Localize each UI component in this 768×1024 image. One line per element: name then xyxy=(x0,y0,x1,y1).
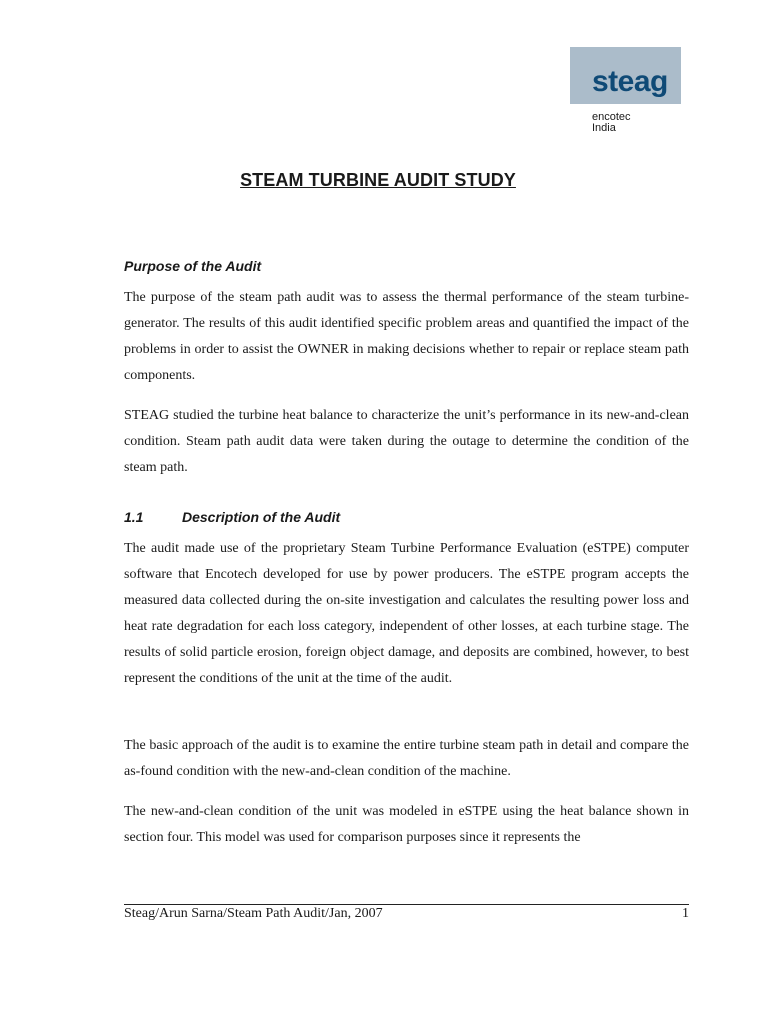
logo-subtitle-line2: India xyxy=(592,122,616,134)
section-title: Description of the Audit xyxy=(182,509,341,525)
logo-wordmark: steag xyxy=(592,65,668,98)
purpose-heading: Purpose of the Audit xyxy=(124,258,262,274)
page-number: 1 xyxy=(682,906,689,921)
footer-text: Steag/Arun Sarna/Steam Path Audit/Jan, 2007 xyxy=(124,906,383,921)
logo-subtitle xyxy=(592,112,631,134)
description-paragraph-2: The basic approach of the audit is to examine the entire turbine steam path in detail and compare the as-found condition with the new-and-clean condition of the machine. xyxy=(124,738,689,779)
company-logo xyxy=(570,47,694,147)
description-paragraph-1: The audit made use of the proprietary Steam Turbine Performance Evaluation (eSTPE) computer software that Encotech developed for use by power producers. The eSTPE program accepts the measured data collected during the on-site investigation and calculates the resulting power loss and heat rate degradation for each loss category, independent of other losses, at each turbine stage. The results of solid particle erosion, foreign object damage, and deposits are combined, however, to best represent the conditions of the unit at the time of the audit. xyxy=(124,541,689,686)
purpose-paragraph-1: The purpose of the steam path audit was to assess the thermal performance of the steam turbine-generator. The results of this audit identified specific problem areas and quantified the impact of the problems in order to assist the OWNER in making decisions whether to repair or replace steam path components. xyxy=(124,290,689,383)
section-number: 1.1 xyxy=(124,509,144,525)
purpose-paragraph-2: STEAG studied the turbine heat balance to characterize the unit’s performance in its new-and-clean condition. Steam path audit data were taken during the outage to determine the condition of the steam path. xyxy=(124,408,689,475)
section-1-1-heading xyxy=(124,508,340,526)
description-paragraph-3: The new-and-clean condition of the unit was modeled in eSTPE using the heat balance shown in section four. This model was used for comparison purposes since it represents the xyxy=(124,804,689,845)
document-title: STEAM TURBINE AUDIT STUDY xyxy=(240,170,516,190)
logo-subtitle-line1: encotec xyxy=(592,111,631,123)
